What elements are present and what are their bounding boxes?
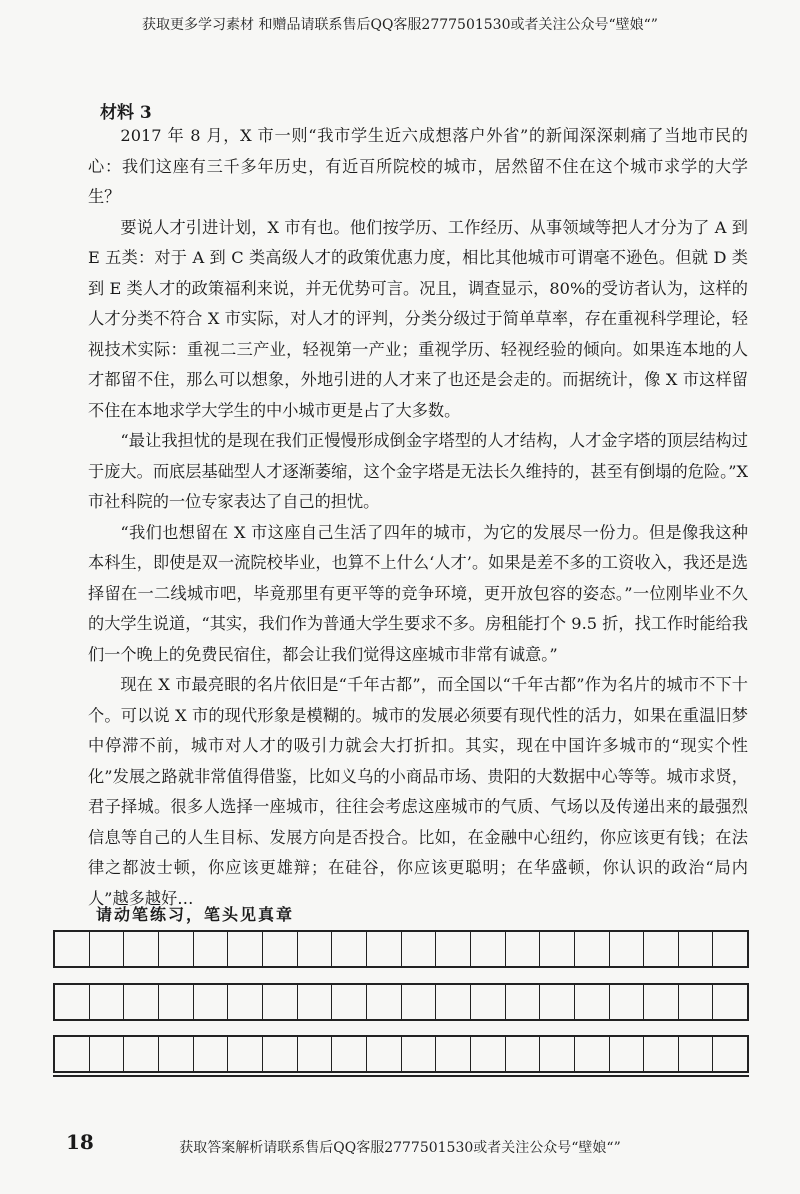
paragraph: “我们也想留在 X 市这座自己生活了四年的城市，为它的发展尽一份力。但是像我这种本科生，即使是双一流院校毕业，也算不上什么‘人才’。如果是差不多的工资收入，我还是选择留在一二线城市吧，毕竟那里有更平等的竞争环境，更开放包容的姿态。”一位刚毕业不久的大学生说道，“其实，我们作为普通大学生要求不多。房租能打个 9.5 折，找工作时能给我们一个晚上的免费民宿住，都会让我们觉得这座城市非常有诚意。” [88,522,748,664]
page-header: 获取更多学习素材 和赠品请联系售后QQ客服2777501530或者关注公众号“壁娘“” [142,17,658,33]
writing-grid-row-2[interactable] [53,983,749,1021]
paragraph: 2017 年 8 月，X 市一则“我市学生近六成想落户外省”的新闻深深刺痛了当地市民的心：我们这座有三千多年历史，有近百所院校的城市，居然留不住在这个城市求学的大学生？ [88,126,748,206]
practice-prompt: 请动笔练习，笔头见真章 [96,905,295,924]
writing-grid-row-1[interactable] [53,930,749,968]
paragraph: 现在 X 市最亮眼的名片依旧是“千年古都”，而全国以“千年古都”作为名片的城市不下十个。可以说 X 市的现代形象是模糊的。城市的发展必须要有现代性的活力，如果在重温旧梦中停滞不前，城市对人才的吸引力就会大打折扣。其实，现在中国许多城市的“现实个性化”发展之路就非常值得借鉴，比如义乌的小商品市场、贵阳的大数据中心等等。城市求贤，君子择城。很多人选择一座城市，往往会考虑这座城市的气质、气场以及传递出来的最强烈信息等自己的人生目标、发展方向是否投合。比如，在金融中心纽约，你应该更有钱；在法律之都波士顿，你应该更雄辩；在硅谷，你应该更聪明；在华盛顿，你认识的政治“局内人”越多越好… [88,675,748,908]
page-number: 18 [66,1130,94,1154]
paragraph: “最让我担忧的是现在我们正慢慢形成倒金字塔型的人才结构，人才金字塔的顶层结构过于庞大。而底层基础型人才逐渐萎缩，这个金字塔是无法长久维持的，甚至有倒塌的危险。”X 市社科院的一位专家表达了自己的担忧。 [88,431,748,511]
divider-line [53,1075,749,1077]
page-footer: 获取答案解析请联系售后QQ客服2777501530或者关注公众号“壁娘“” [179,1140,621,1156]
writing-grid-row-3[interactable] [53,1035,749,1073]
body-text [88,121,748,914]
section-title: 材料 3 [100,103,152,123]
paragraph: 要说人才引进计划，X 市有也。他们按学历、工作经历、从事领域等把人才分为了 A 到 E 五类：对于 A 到 C 类高级人才的政策优惠力度，相比其他城市可谓毫不逊色。但就 D 类到 E 类人才的政策福利来说，并无优势可言。况且，调查显示，80%的受访者认为，这样的人才分类不符合 X 市实际，对人才的评判，分类分级过于简单草率，存在重视科学理论，轻视技术实际：重视二三产业，轻视第一产业；重视学历、轻视经验的倾向。如果连本地的人才都留不住，那么可以想象，外地引进的人才来了也还是会走的。而据统计，像 X 市这样留不住在本地求学大学生的中小城市更是占了大多数。 [88,217,748,420]
